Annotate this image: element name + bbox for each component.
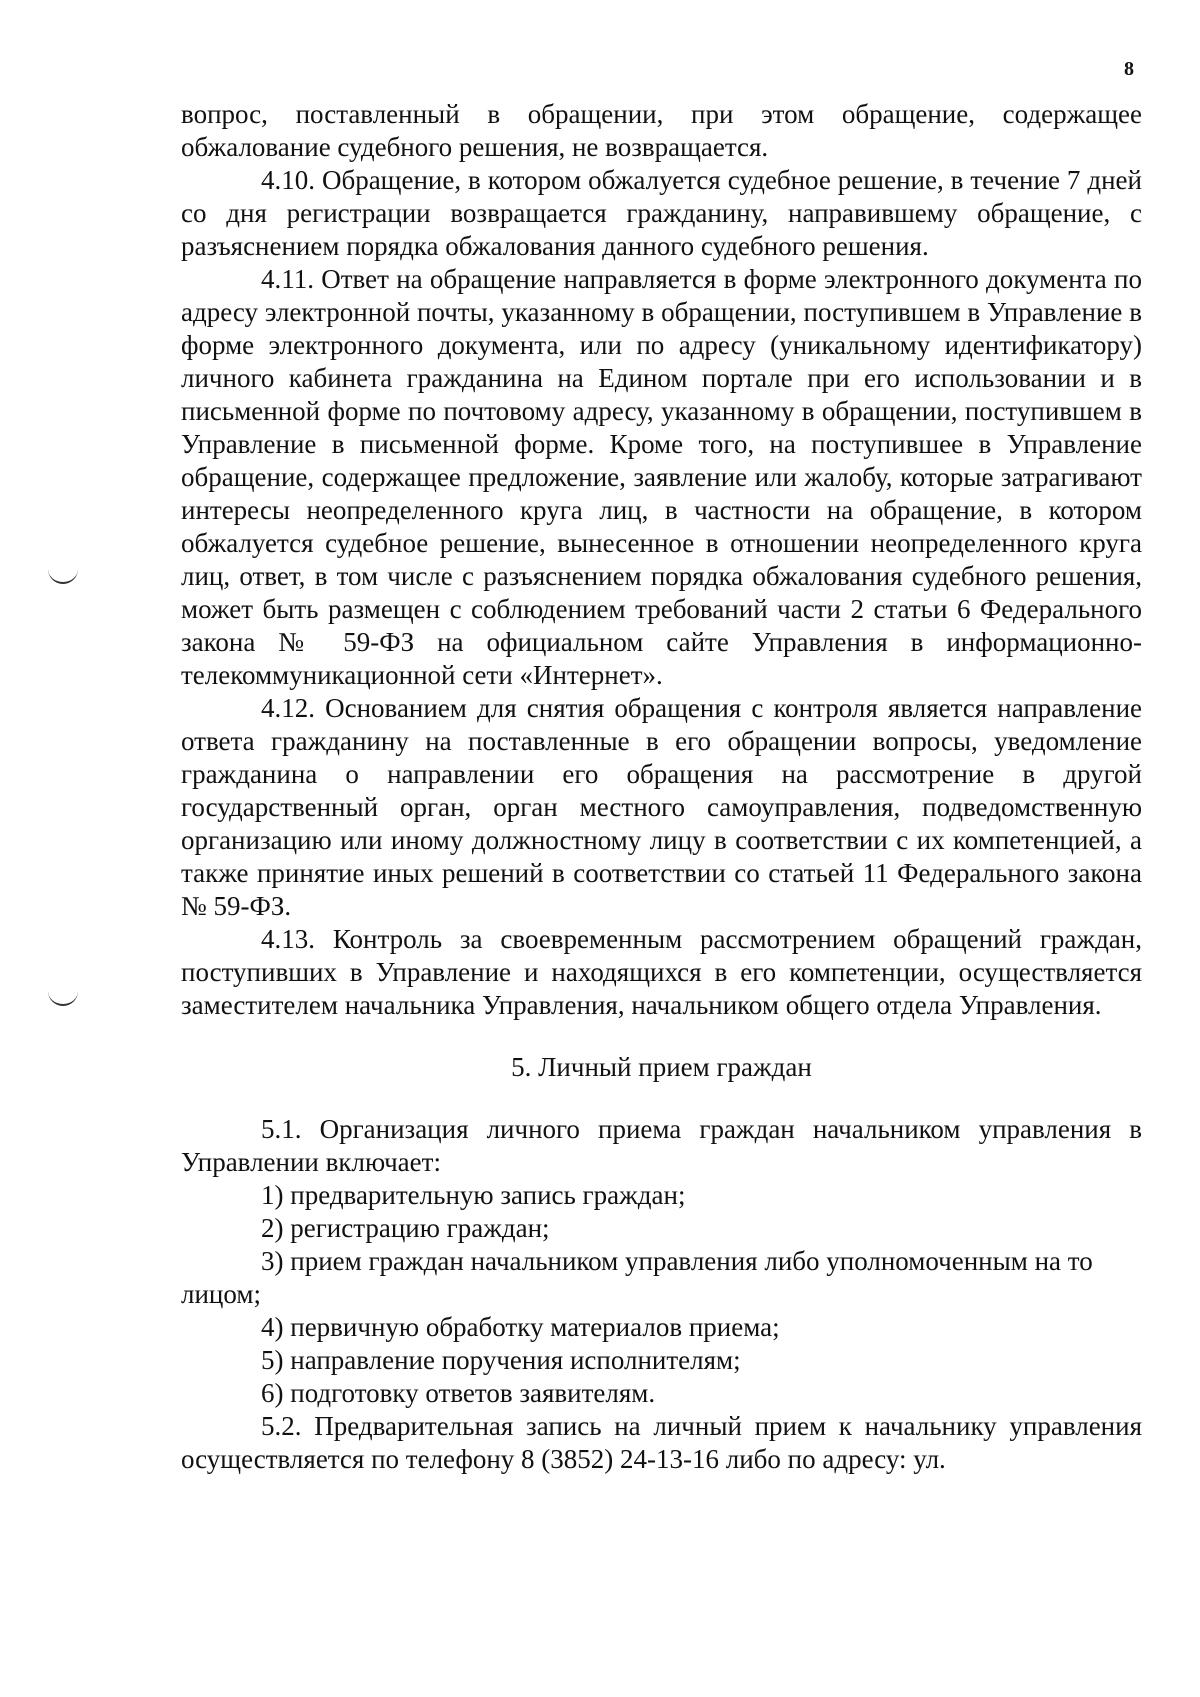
- list-item: 5) направление поручения исполнителям;: [261, 1345, 741, 1375]
- paragraph-4-11: 4.11. Ответ на обращение направляется в форме электронного документа по адресу электронной почты, указанному в обращении, поступившем в Управление в форме электронного документа, или по адресу (уникальному идентификатору) личного кабинета гражданина на Едином портале при его использовании и в письменной форме по почтовому адресу, указанному в обращении, поступившем в Управление в письменной форме. Кроме того, на поступившее в Управление обращение, содержащее предложение, заявление или жалобу, которые затрагивают интересы неопределенного круга лиц, в частности на обращение, в котором обжалуется судебное решение, вынесенное в отношении неопределенного круга лиц, ответ, в том числе с разъяснением порядка обжалования судебного решения, может быть размещен с соблюдением требований части 2 статьи 6 Федерального закона № 59-ФЗ на официальном сайте Управления в информационно-телекоммуникационной сети «Интернет».: [181, 264, 1142, 690]
- list-item: 3) прием граждан начальником управления либо уполномоченным на то лицом;: [181, 1246, 1093, 1309]
- paragraph-5-2: 5.2. Предварительная запись на личный прием к начальнику управления осуществляется по телефону 8 (3852) 24-13-16 либо по адресу: ул.: [181, 1411, 1142, 1474]
- binder-hole-mark: [48, 568, 78, 584]
- list-item: 2) регистрацию граждан;: [261, 1213, 550, 1243]
- binder-hole-mark: [48, 990, 78, 1006]
- list-item: 1) предварительную запись граждан;: [261, 1180, 686, 1210]
- paragraph-continuation: вопрос, поставленный в обращении, при этом обращение, содержащее обжалование судебного решения, не возвращается.: [181, 99, 1142, 162]
- document-body: [181, 98, 1142, 1476]
- paragraph-4-13: 4.13. Контроль за своевременным рассмотрением обращений граждан, поступивших в Управление и находящихся в его компетенции, осуществляется заместителем начальника Управления, начальником общего отдела Управления.: [181, 924, 1142, 1020]
- list-item: 4) первичную обработку материалов приема;: [261, 1312, 780, 1342]
- page-number: 8: [1124, 58, 1134, 80]
- paragraph-4-12: 4.12. Основанием для снятия обращения с контроля является направление ответа гражданину на поставленные в его обращении вопросы, уведомление гражданина о направлении его обращения на рассмотрение в другой государственный орган, орган местного самоуправления, подведомственную организацию или иному должностному лицу в соответствии с их компетенцией, а также принятие иных решений в соответствии со статьей 11 Федерального закона № 59-ФЗ.: [181, 693, 1142, 921]
- list-item: 6) подготовку ответов заявителям.: [261, 1378, 656, 1408]
- paragraph-4-10: 4.10. Обращение, в котором обжалуется судебное решение, в течение 7 дней со дня регистрации возвращается гражданину, направившему обращение, с разъяснением порядка обжалования данного судебного решения.: [181, 165, 1142, 261]
- section-heading: 5. Личный прием граждан: [511, 1052, 812, 1082]
- paragraph-5-1: 5.1. Организация личного приема граждан начальником управления в Управлении включает:: [181, 1114, 1142, 1177]
